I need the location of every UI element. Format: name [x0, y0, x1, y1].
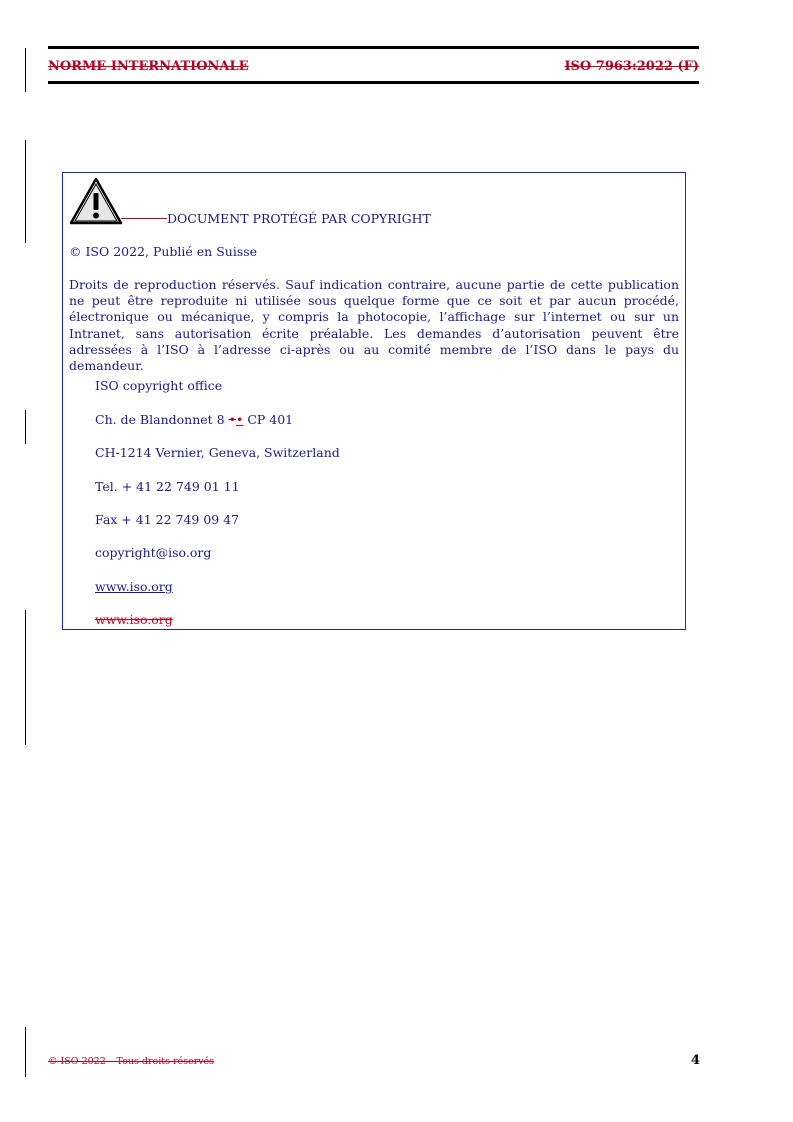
change-bar — [25, 610, 26, 745]
street-address-prefix: Ch. de Blandonnet 8 — [95, 412, 225, 427]
fax-number: Fax + 41 22 749 09 47 — [95, 512, 240, 527]
footer-copyright: © ISO 2022 – Tous droits réservés — [48, 1056, 215, 1067]
header-document-type: NORME INTERNATIONALE — [48, 59, 249, 74]
header-top-rule — [48, 46, 699, 49]
change-bar — [25, 48, 26, 92]
website-link[interactable]: www.iso.org — [95, 579, 173, 594]
change-bar — [25, 1027, 26, 1077]
city-address: CH-1214 Vernier, Geneva, Switzerland — [95, 445, 340, 460]
email-address[interactable]: copyright@iso.org — [95, 545, 212, 560]
inserted-separator: • — [235, 412, 244, 427]
copyright-notice-box — [62, 172, 686, 630]
telephone-number: Tel. + 41 22 749 01 11 — [95, 479, 240, 494]
copyright-notice-title: DOCUMENT PROTÉGÉ PAR COPYRIGHT — [167, 211, 431, 226]
warning-triangle-icon — [69, 177, 123, 229]
change-bar — [25, 410, 26, 444]
warning-title-rule — [121, 218, 167, 219]
page-number: 4 — [690, 1053, 700, 1068]
reproduction-rights-paragraph: Droits de reproduction réservés. Sauf indication contraire, aucune partie de cette publication ne peut être reproduite ni utilisée sous quelque forme que ce soit et par aucun procédé, électronique ou mécanique, y compris la photocopie, l’affichage sur l’internet ou sur un Intranet, sans autorisation écrite préalable. Les demandes d’autorisation peuvent être adressées à l’ISO à l’adresse ci-après ou au comité membre de l’ISO dans le pays du demandeur. — [69, 277, 679, 374]
deleted-separator: • — [228, 412, 236, 427]
change-bar — [25, 140, 26, 243]
deleted-website-link: www.iso.org — [95, 612, 173, 627]
header-document-number: ISO 7963:2022 (F) — [564, 59, 699, 74]
street-address-suffix: CP 401 — [247, 412, 294, 427]
publication-statement: © ISO 2022, Publié en Suisse — [69, 244, 258, 259]
copyright-warning-row — [69, 177, 669, 225]
iso-copyright-office: ISO copyright office — [95, 378, 223, 393]
header-bottom-rule — [48, 81, 699, 84]
street-address — [95, 412, 293, 427]
